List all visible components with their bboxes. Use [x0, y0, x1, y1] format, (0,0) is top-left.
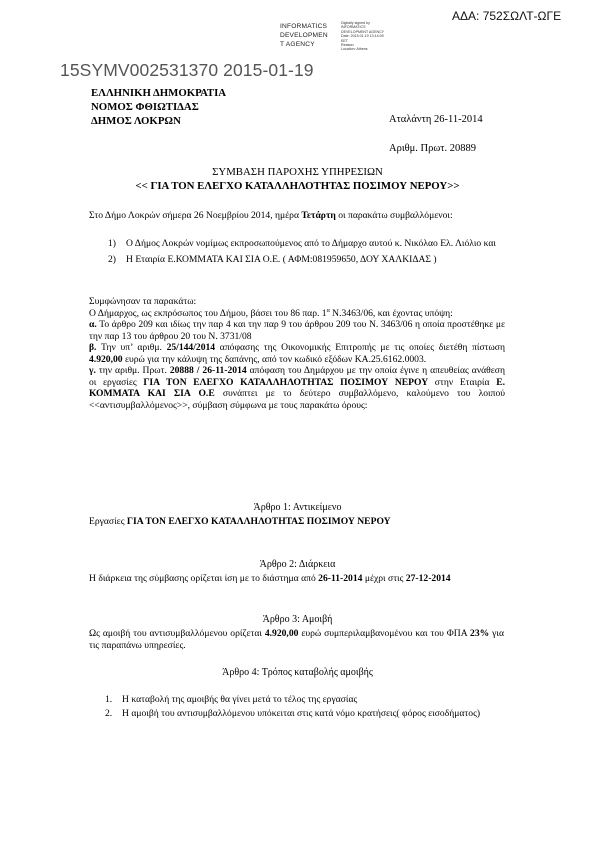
signature-meta-line: Digitally signed by — [341, 21, 370, 25]
payment-terms-list — [105, 694, 515, 721]
list-item-number: 1. — [105, 694, 113, 705]
signature-meta-line: INFORMATICS — [341, 25, 366, 30]
list-item-text: Ο Δήμος Λοκρών νομίμως εκπροσωπούμενος από το Δήμαρχο αυτού κ. Νικόλαο Ελ. Λιόλιο και — [126, 238, 496, 249]
list-item — [89, 254, 509, 266]
article-3-text-3: για τις παραπάνω υπηρεσίες. — [89, 628, 504, 651]
article-1-text — [89, 516, 504, 528]
clause-text: απόφαση του Δημάρχου με την οποία έγινε η απευθείας ανάθεση οι εργασίες — [89, 365, 506, 388]
list-item — [105, 694, 515, 706]
clause-gamma — [89, 365, 505, 411]
clause-alpha — [89, 319, 505, 342]
signature-meta-line: Location: Athens — [341, 47, 368, 52]
clause-label: β. — [89, 342, 97, 354]
article-2-to-date: 27-12-2014 — [405, 573, 451, 584]
clause-label: α. — [89, 319, 97, 331]
clause-text: Το άρθρο 209 και ιδίως την παρ 4 και την παρ 9 του άρθρου 209 του Ν. 3463/06 η οποία προστέθηκε με την παρ 13 του άρθρου 20 του Ν. 3731/08 — [89, 319, 505, 342]
header-line: ΔΗΜΟΣ ΛΟΚΡΩΝ — [91, 115, 181, 127]
agency-logo-line: INFORMATICS — [280, 23, 328, 30]
clause-text: την αριθμ. Πρωτ. — [95, 365, 170, 377]
signature-meta-line: DEVELOPMENT AGENCY — [341, 29, 385, 34]
digital-signature-meta — [341, 21, 401, 52]
article-1-subject: ΓΙΑ ΤΟΝ ΕΛΕΓΧΟ ΚΑΤΑΛΛΗΛΟΤΗΤΑΣ ΠΟΣΙΜΟΥ ΝΕΡΟΥ — [126, 516, 391, 527]
agreement-lead: Συμφώνησαν τα παρακάτω: — [89, 296, 197, 307]
clause-subject: ΓΙΑ ΤΟΝ ΕΛΕΓΧΟ ΚΑΤΑΛΛΗΛΟΤΗΤΑΣ ΠΟΣΙΜΟΥ ΝΕΡΟΥ — [143, 376, 429, 388]
clause-text: απόφασης της Οικονομικής Επιτροπής με τις οποίες διετέθη πίστωση — [215, 342, 505, 354]
article-2-text — [89, 573, 504, 585]
article-3-heading: Άρθρο 3: Αμοιβή — [262, 614, 333, 625]
intro-paragraph — [89, 210, 504, 222]
list-item-number: 2) — [108, 253, 116, 265]
clause-amount: 4.920,00 — [89, 353, 123, 365]
agreement-block — [89, 296, 505, 411]
contract-title: ΣΥΜΒΑΣΗ ΠΑΡΟΧΗΣ ΥΠΗΡΕΣΙΩΝ — [212, 166, 383, 178]
article-3-text — [89, 628, 504, 651]
list-item-text: Η καταβολή της αμοιβής θα γίνει μετά το τέλος της εργασίας — [122, 694, 358, 705]
clause-beta — [89, 342, 505, 365]
article-1-heading: Άρθρο 1: Αντικείμενο — [253, 502, 342, 513]
clause-label: γ. — [89, 365, 96, 377]
mayor-paragraph — [89, 308, 505, 320]
document-id: 15SYMV002531370 2015-01-19 — [60, 60, 314, 80]
clause-company: Ε. ΚΟΜΜΑΤΑ ΚΑΙ ΣΙΑ Ο.Ε — [89, 376, 505, 400]
signature-meta-line: Reason: — [341, 43, 355, 48]
clause-reference: 20888 / 26-11-2014 — [169, 365, 247, 377]
article-2-from-date: 26-11-2014 — [318, 573, 363, 584]
article-2-text-2: μέχρι στις — [362, 573, 406, 584]
article-3-vat: 23% — [470, 628, 490, 639]
list-item-text: Η αμοιβή του αντισυμβαλλόμενου υπόκειται στις κατά νόμο κρατήσεις( φόρος εισοδήματος) — [122, 707, 481, 719]
clause-text: ευρώ για την κάλυψη της δαπάνης, από τον κωδικό εξόδων ΚΑ.25.6162.0003. — [122, 353, 427, 365]
article-3-text-2: ευρώ συμπεριλαμβανομένου και του ΦΠΑ — [298, 628, 471, 639]
article-3-amount: 4.920,00 — [264, 628, 299, 639]
list-item — [89, 238, 509, 250]
ada-code: ΑΔΑ: 752ΣΩΛΤ-ΩΓΕ — [452, 9, 562, 23]
article-2-text-1: Η διάρκεια της σύμβασης ορίζεται ίση με το διάστημα από — [89, 573, 319, 584]
header-line: ΝΟΜΟΣ ΦΘΙΩΤΙΔΑΣ — [91, 101, 199, 113]
list-item-number: 2. — [105, 707, 113, 719]
contract-subject: << ΓΙΑ ΤΟΝ ΕΛΕΓΧΟ ΚΑΤΑΛΛΗΛΟΤΗΤΑΣ ΠΟΣΙΜΟΥ ΝΕΡΟΥ>> — [135, 180, 460, 192]
agency-logo-line: DEVELOPMEN — [280, 32, 328, 39]
mayor-text-end: Ν.3463/06, και έχοντας υπόψη: — [329, 307, 453, 319]
article-3-text-1: Ως αμοιβή του αντισυμβαλλόμενου ορίζεται — [89, 628, 265, 639]
article-4-heading: Άρθρο 4: Τρόπος καταβολής αμοιβής — [222, 667, 373, 678]
protocol-number: Αριθμ. Πρωτ. 20889 — [389, 143, 477, 154]
intro-weekday: Τετάρτη — [301, 210, 336, 221]
intro-text: Στο Δήμο Λοκρών σήμερα 26 Νοεμβρίου 2014, ημέρα — [89, 210, 299, 221]
header-line: ΕΛΛΗΝΙΚΗ ΔΗΜΟΚΡΑΤΙΑ — [91, 87, 227, 99]
parties-list — [89, 238, 509, 269]
mayor-sup: α — [326, 307, 330, 314]
signature-meta-line: EET — [341, 38, 348, 43]
clause-reference: 25/144/2014 — [166, 342, 216, 354]
agency-stamp-logo — [280, 22, 338, 49]
list-item-text: Η Εταιρία Ε.ΚΟΜΜΑΤΑ ΚΑΙ ΣΙΑ Ο.Ε. ( ΑΦΜ:081959650, ΔΟΥ ΧΑΛΚΙΔΑΣ ) — [126, 253, 437, 265]
list-item-number: 1) — [108, 238, 116, 249]
article-2-heading: Άρθρο 2: Διάρκεια — [259, 559, 336, 570]
mayor-text: Ο Δήμαρχος, ως εκπρόσωπος του Δήμου, βάσει του 86 παρ. 1 — [89, 307, 327, 319]
clause-text: συνάπτει με το δεύτερο συμβαλλόμενο, καλούμενο του λοιπού <<αντισυμβαλλόμενος>>, σύμβαση σύμφωνα με τους παρακάτω όρους: — [89, 388, 506, 411]
clause-text: στην Εταιρία — [428, 376, 497, 388]
intro-text-after: οι παρακάτω συμβαλλόμενοι: — [335, 210, 453, 221]
list-item — [105, 708, 515, 720]
agency-logo-line: T AGENCY — [280, 41, 315, 48]
document-date: Αταλάντη 26-11-2014 — [389, 114, 483, 125]
signature-meta-line: Date: 2015.01.19 13:14:09 — [341, 34, 384, 39]
clause-text: Την υπ’ αριθμ. — [96, 342, 167, 354]
issuer-header — [91, 86, 226, 128]
article-1-text-pre: Εργασίες — [89, 516, 127, 527]
